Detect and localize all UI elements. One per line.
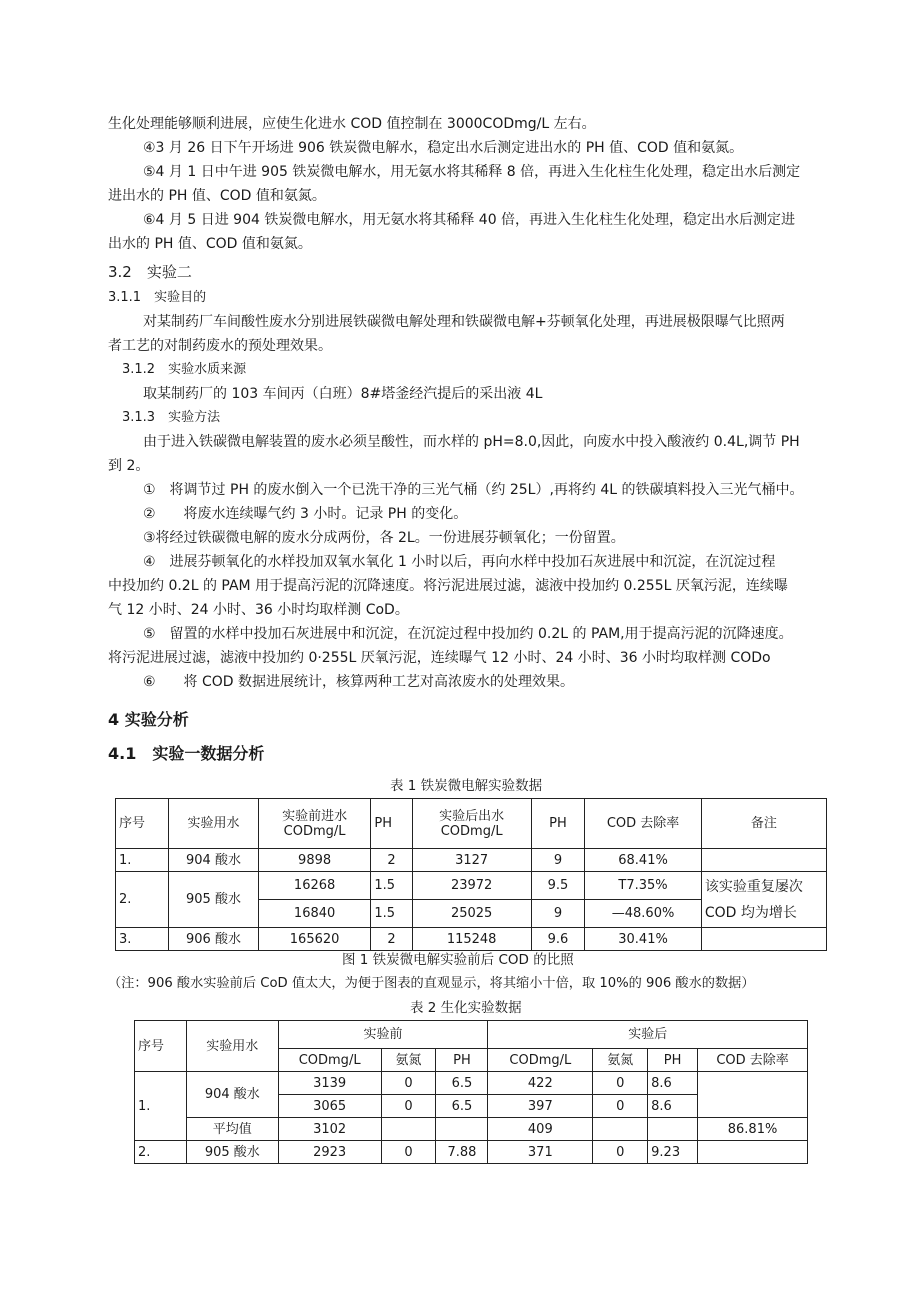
section-heading: 3.2 实验二 bbox=[108, 263, 192, 281]
header-before: 实验前 bbox=[278, 1021, 488, 1049]
header-out-cod: 实验后出水 CODmg/L bbox=[412, 799, 531, 849]
cell: 371 bbox=[488, 1141, 593, 1164]
cell: 2. bbox=[135, 1141, 187, 1164]
header-water: 实验用水 bbox=[186, 1021, 278, 1072]
paragraph-line: ① 将调节过 PH 的废水倒入一个已洗干净的三光气桶（约 25L）,再将约 4L 的铁碳填料投入三光气桶中。 bbox=[143, 482, 804, 498]
paragraph-line: ④3 月 26 日下午开场进 906 铁炭微电解水，稳定出水后测定进出水的 PH 值、COD 值和氨氮。 bbox=[143, 140, 744, 156]
cell: 0 bbox=[593, 1095, 648, 1118]
paragraph-line: ⑥ 将 COD 数据进展统计，核算两种工艺对高浓废水的处理效果。 bbox=[143, 674, 575, 690]
header-ph: PH bbox=[371, 799, 412, 849]
table-ironcarbon bbox=[115, 798, 827, 951]
cell: 3139 bbox=[278, 1072, 381, 1095]
cell: 9 bbox=[531, 849, 585, 872]
header-cod: CODmg/L bbox=[488, 1049, 593, 1072]
cell: 409 bbox=[488, 1118, 593, 1141]
cell: 8.6 bbox=[648, 1095, 698, 1118]
paragraph-line: 由于进入铁碳微电解装置的废水必须呈酸性，而水样的 pH=8.0,因此，向废水中投入酸液约 0.4L,调节 PH bbox=[143, 434, 800, 450]
cell: 30.41% bbox=[585, 928, 702, 951]
cell: 1. bbox=[116, 849, 169, 872]
header-rate: COD 去除率 bbox=[698, 1049, 808, 1072]
cell: 115248 bbox=[412, 928, 531, 951]
cell: 2 bbox=[371, 849, 412, 872]
cell: 1.5 bbox=[371, 900, 412, 928]
table-row bbox=[116, 849, 827, 872]
cell: 9.5 bbox=[531, 872, 585, 900]
cell: 1. bbox=[135, 1072, 187, 1141]
header-in-cod: 实验前进水 CODmg/L bbox=[258, 799, 371, 849]
cell: 9 bbox=[531, 900, 585, 928]
cell bbox=[381, 1118, 436, 1141]
header-water: 实验用水 bbox=[169, 799, 259, 849]
note-cell bbox=[701, 872, 826, 928]
cell: 16268 bbox=[258, 872, 371, 900]
paragraph-line: 气 12 小时、24 小时、36 小时均取样测 CoD。 bbox=[108, 602, 409, 618]
table-row bbox=[116, 928, 827, 951]
header-rate: COD 去除率 bbox=[585, 799, 702, 849]
header-no: 序号 bbox=[135, 1021, 187, 1072]
table-caption: 表 1 铁炭微电解实验数据 bbox=[390, 778, 543, 794]
table-caption: 表 2 生化实验数据 bbox=[410, 1000, 522, 1016]
cell: 0 bbox=[381, 1141, 436, 1164]
cell: 904 酸水 bbox=[169, 849, 259, 872]
table-row bbox=[135, 1072, 808, 1095]
cell bbox=[698, 1072, 808, 1118]
cell: 68.41% bbox=[585, 849, 702, 872]
cell: 8.6 bbox=[648, 1072, 698, 1095]
header-ph: PH bbox=[436, 1049, 488, 1072]
cell: 905 酸水 bbox=[169, 872, 259, 928]
header-ph: PH bbox=[531, 799, 585, 849]
cell bbox=[648, 1118, 698, 1141]
figure-caption: 图 1 铁炭微电解实验前后 COD 的比照 bbox=[342, 952, 574, 968]
cell: 165620 bbox=[258, 928, 371, 951]
cell: 2. bbox=[116, 872, 169, 928]
cell: 906 酸水 bbox=[169, 928, 259, 951]
table-biochem bbox=[134, 1020, 808, 1164]
paragraph-line: ⑥4 月 5 日进 904 铁炭微电解水，用无氨水将其稀释 40 倍，再进入生化柱生化处理，稳定出水后测定进 bbox=[143, 212, 796, 228]
cell: 3065 bbox=[278, 1095, 381, 1118]
cell bbox=[698, 1141, 808, 1164]
chapter-heading: 4 实验分析 bbox=[108, 710, 189, 729]
paragraph-line: 取某制药厂的 103 车间丙（白班）8#塔釜经汽提后的采出液 4L bbox=[143, 386, 543, 402]
cell: 904 酸水 bbox=[186, 1072, 278, 1118]
cell: 86.81% bbox=[698, 1118, 808, 1141]
subsection-heading: 3.1.1 实验目的 bbox=[108, 290, 207, 305]
cell: 3. bbox=[116, 928, 169, 951]
cell: 397 bbox=[488, 1095, 593, 1118]
header-ph: PH bbox=[648, 1049, 698, 1072]
subsection-heading: 3.1.2 实验水质来源 bbox=[122, 362, 247, 377]
section-heading: 4.1 实验一数据分析 bbox=[108, 744, 265, 763]
header-after: 实验后 bbox=[488, 1021, 808, 1049]
cell: —48.60% bbox=[585, 900, 702, 928]
table-row bbox=[135, 1141, 808, 1164]
cell: 1.5 bbox=[371, 872, 412, 900]
paragraph-line: ⑤4 月 1 日中午进 905 铁炭微电解水，用无氨水将其稀释 8 倍，再进入生化柱生化处理，稳定出水后测定 bbox=[143, 164, 801, 180]
cell: 0 bbox=[381, 1072, 436, 1095]
table-row bbox=[116, 872, 827, 900]
cell bbox=[701, 849, 826, 872]
paragraph-line: 生化处理能够顺利进展，应使生化进水 COD 值控制在 3000CODmg/L 左右。 bbox=[108, 116, 596, 132]
paragraph-line: 到 2。 bbox=[108, 458, 150, 474]
paragraph-line: ② 将废水连续曝气约 3 小时。记录 PH 的变化。 bbox=[143, 506, 468, 522]
cell: T7.35% bbox=[585, 872, 702, 900]
cell: 3102 bbox=[278, 1118, 381, 1141]
subsection-heading: 3.1.3 实验方法 bbox=[122, 410, 221, 425]
header-no: 序号 bbox=[116, 799, 169, 849]
paragraph-line: 对某制药厂车间酸性废水分别进展铁碳微电解处理和铁碳微电解+芬顿氧化处理，再进展极限曝气比照两 bbox=[143, 314, 785, 330]
table-row bbox=[135, 1118, 808, 1141]
cell: 7.88 bbox=[436, 1141, 488, 1164]
cell: 23972 bbox=[412, 872, 531, 900]
header-nh3: 氨氮 bbox=[381, 1049, 436, 1072]
paragraph-line: 进出水的 PH 值、COD 值和氨氮。 bbox=[108, 188, 326, 204]
cell: 422 bbox=[488, 1072, 593, 1095]
paragraph-line: ④ 进展芬顿氧化的水样投加双氧水氧化 1 小时以后，再向水样中投加石灰进展中和沉淀，在沉淀过程 bbox=[143, 554, 776, 570]
cell bbox=[593, 1118, 648, 1141]
cell: 6.5 bbox=[436, 1095, 488, 1118]
paragraph-line: ③将经过铁碳微电解的废水分成两份，各 2L。一份进展芬顿氧化；一份留置。 bbox=[143, 530, 625, 546]
paragraph-line: 中投加约 0.2L 的 PAM 用于提高污泥的沉降速度。将污泥进展过滤，滤液中投加约 0.255L 厌氧污泥，连续曝 bbox=[108, 578, 788, 594]
paragraph-line: 将污泥进展过滤，滤液中投加约 0·255L 厌氧污泥，连续曝气 12 小时、24 小时、36 小时均取样测 CODo bbox=[108, 650, 771, 666]
cell bbox=[436, 1118, 488, 1141]
cell: 16840 bbox=[258, 900, 371, 928]
cell: 9898 bbox=[258, 849, 371, 872]
cell: 905 酸水 bbox=[186, 1141, 278, 1164]
cell: 0 bbox=[381, 1095, 436, 1118]
header-note: 备注 bbox=[701, 799, 826, 849]
paragraph-line: ⑤ 留置的水样中投加石灰进展中和沉淀，在沉淀过程中投加约 0.2L 的 PAM,用于提高污泥的沉降速度。 bbox=[143, 626, 793, 642]
cell: 9.23 bbox=[648, 1141, 698, 1164]
cell: 2923 bbox=[278, 1141, 381, 1164]
cell: 6.5 bbox=[436, 1072, 488, 1095]
paragraph-line: 出水的 PH 值、COD 值和氨氮。 bbox=[108, 236, 312, 252]
figure-note: （注：906 酸水实验前后 CoD 值太大，为便于图表的直观显示，将其缩小十倍，取 10%的 906 酸水的数据） bbox=[108, 976, 755, 991]
note-line: 该实验重复屡次 bbox=[704, 878, 803, 895]
note-line: COD 均为增长 bbox=[704, 904, 797, 921]
cell: 0 bbox=[593, 1141, 648, 1164]
paragraph-line: 者工艺的对制药废水的预处理效果。 bbox=[108, 338, 332, 354]
cell: 2 bbox=[371, 928, 412, 951]
cell: 0 bbox=[593, 1072, 648, 1095]
cell: 平均值 bbox=[186, 1118, 278, 1141]
header-nh3: 氨氮 bbox=[593, 1049, 648, 1072]
cell bbox=[701, 928, 826, 951]
header-cod: CODmg/L bbox=[278, 1049, 381, 1072]
cell: 9.6 bbox=[531, 928, 585, 951]
cell: 3127 bbox=[412, 849, 531, 872]
cell: 25025 bbox=[412, 900, 531, 928]
